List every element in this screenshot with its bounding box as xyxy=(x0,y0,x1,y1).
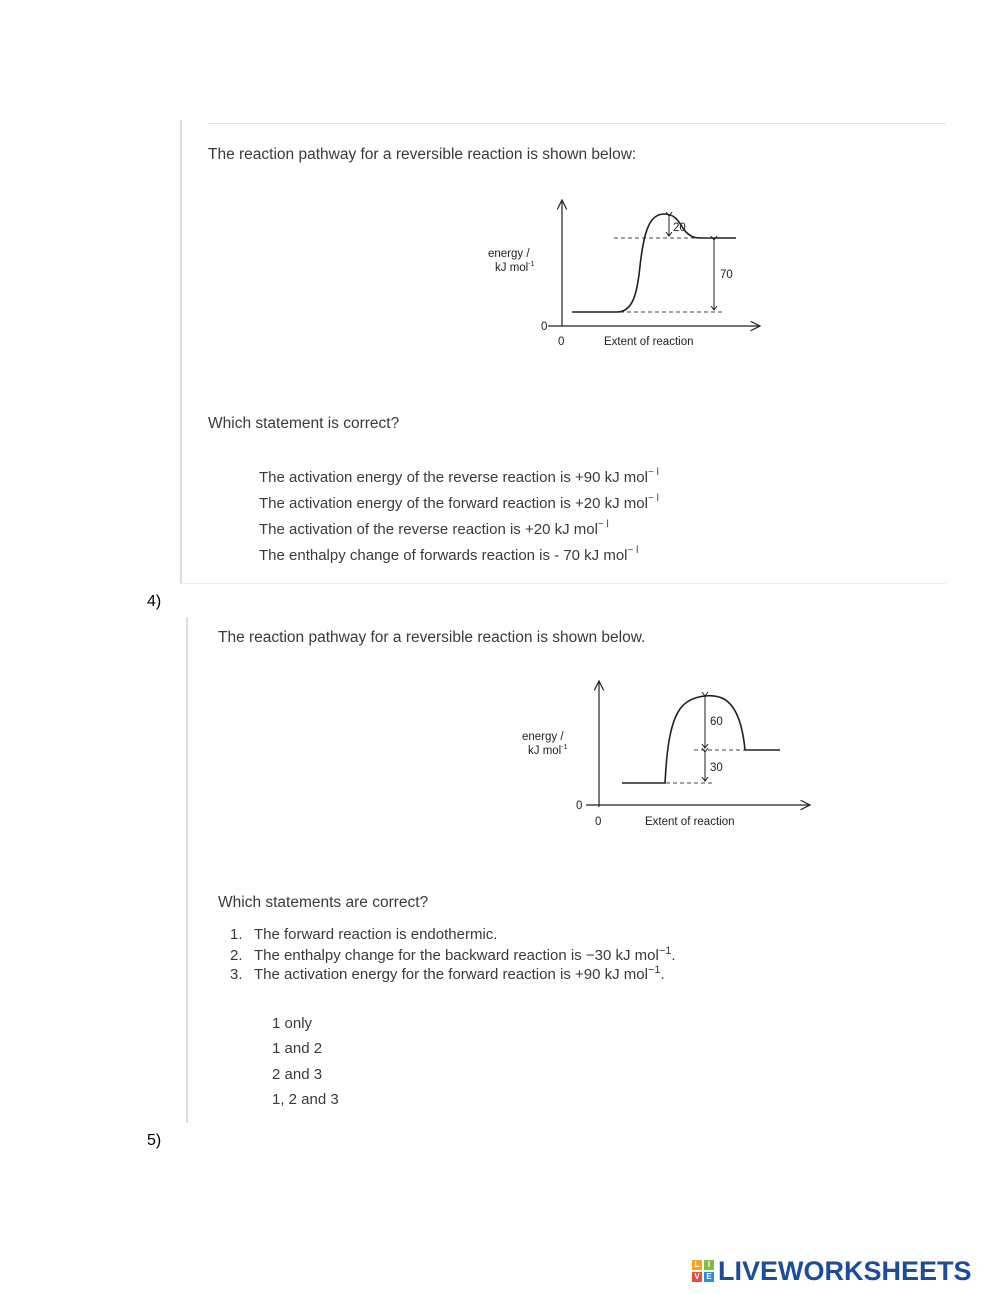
y-axis-label-line1: energy / xyxy=(488,248,530,260)
q4-option-4[interactable]: 1, 2 and 3 xyxy=(272,1091,339,1108)
energy-curve xyxy=(622,696,780,783)
question-4-question: Which statements are correct? xyxy=(218,894,429,911)
energy-profile-diagram-2 xyxy=(514,677,834,847)
x-origin-label: 0 xyxy=(595,816,602,828)
q4-statement-1: 1. The forward reaction is endothermic. xyxy=(230,926,498,943)
question-4-prompt: The reaction pathway for a reversible reaction is shown below. xyxy=(218,629,646,646)
question-4-number: 4) xyxy=(147,593,162,610)
y-axis-label-line2: kJ mol$^{-1}$ xyxy=(495,261,535,274)
question-4-panel xyxy=(186,617,946,1123)
q4-statement-2: 2. The enthalpy change for the backward reaction is −30 kJ mol$^{-1}$. xyxy=(230,945,676,964)
q4-statement-3: 3. The activation energy for the forward reaction is +90 kJ mol$^{-1}$. xyxy=(230,964,665,983)
logo-mark-letter: E xyxy=(704,1272,714,1282)
q4-option-3[interactable]: 2 and 3 xyxy=(272,1066,323,1083)
logo-mark-letter: I xyxy=(704,1260,714,1270)
enthalpy-label: 30 xyxy=(710,762,723,774)
energy-profile-diagram-1 xyxy=(482,192,802,362)
y-origin-label: 0 xyxy=(541,321,548,333)
y-origin-label: 0 xyxy=(576,800,583,812)
liveworksheets-logo xyxy=(692,1254,972,1288)
x-axis-label: Extent of reaction xyxy=(604,336,694,348)
barrier-label: 20 xyxy=(673,222,686,234)
x-axis-label: Extent of reaction xyxy=(645,816,735,828)
panel-top-divider xyxy=(208,123,946,124)
q3-option-3[interactable]: The activation of the reverse reaction is +20 kJ mol$^{- l}$ xyxy=(259,519,609,538)
question-3-question: Which statement is correct? xyxy=(208,415,400,432)
q3-option-2[interactable]: The activation energy of the forward reaction is +20 kJ mol$^{- l}$ xyxy=(259,493,659,512)
y-axis-label-sup: -1 xyxy=(561,744,568,751)
y-axis-label-line2: kJ mol$^{-1}$ xyxy=(528,744,568,757)
y-axis-label-sup: -1 xyxy=(528,261,535,268)
logo-mark-letter: L xyxy=(692,1260,702,1270)
q3-option-1[interactable]: The activation energy of the reverse reaction is +90 kJ mol$^{- l}$ xyxy=(259,467,659,486)
logo-mark-letter: V xyxy=(692,1272,702,1282)
q4-option-2[interactable]: 1 and 2 xyxy=(272,1040,323,1057)
q3-option-4[interactable]: The enthalpy change of forwards reaction is - 70 kJ mol$^{- l}$ xyxy=(259,545,639,564)
enthalpy-label: 70 xyxy=(720,269,733,281)
barrier-label: 60 xyxy=(710,716,723,728)
question-3-panel xyxy=(180,120,946,584)
question-3-prompt: The reaction pathway for a reversible reaction is shown below: xyxy=(208,146,637,163)
energy-curve xyxy=(572,214,736,312)
brand-name: LIVEWORKSHEETS xyxy=(718,1255,972,1286)
question-5-number: 5) xyxy=(147,1132,162,1149)
y-axis-label-line1: energy / xyxy=(522,731,564,743)
logo-mark-icon xyxy=(692,1260,714,1282)
x-origin-label: 0 xyxy=(558,336,565,348)
q4-option-1[interactable]: 1 only xyxy=(272,1015,313,1032)
